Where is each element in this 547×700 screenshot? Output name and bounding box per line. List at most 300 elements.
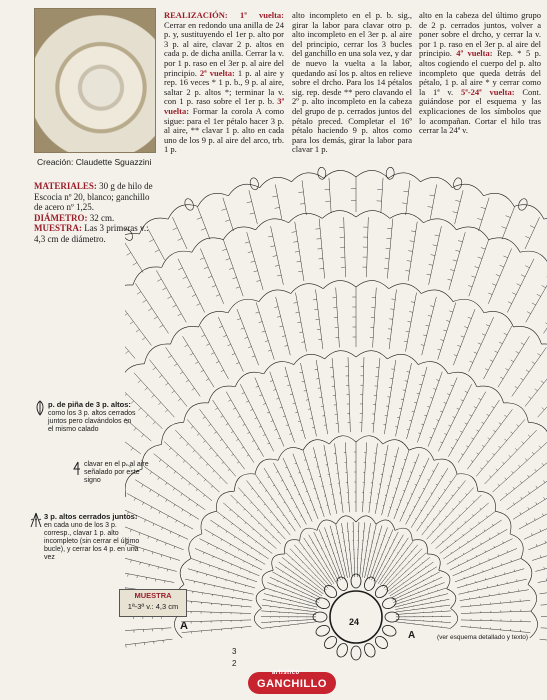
stitch-line xyxy=(302,180,306,215)
stitch-tick xyxy=(165,543,166,545)
petal xyxy=(322,634,339,651)
stitch-tick xyxy=(398,478,400,479)
stitch-tick xyxy=(181,477,183,479)
stitch-tick xyxy=(180,372,183,374)
stitch-tick xyxy=(522,442,524,444)
stitch-tick xyxy=(440,340,443,341)
stitch-tick xyxy=(182,509,183,511)
stitch-tick xyxy=(232,353,235,354)
stitch-tick xyxy=(512,471,514,473)
stitch-tick xyxy=(209,424,211,426)
petal xyxy=(314,623,331,638)
stitch-line xyxy=(266,588,318,605)
stitch-line xyxy=(431,495,481,544)
stitch-tick xyxy=(494,351,497,353)
stitch-tick xyxy=(532,452,534,454)
round-4-label: 4ª vuelta: xyxy=(456,48,493,59)
stitch-tick xyxy=(256,559,257,560)
stitch-tick xyxy=(277,520,278,521)
stitch-tick xyxy=(302,381,305,382)
stitch-tick xyxy=(458,564,459,565)
stitch-tick xyxy=(493,430,495,432)
stitch-tick xyxy=(203,417,205,419)
stitch-tick xyxy=(189,499,190,501)
stitch-tick xyxy=(282,336,285,337)
stitch-line xyxy=(460,590,529,601)
stitch-tick xyxy=(247,202,252,203)
stitch-tick xyxy=(513,503,514,505)
stitch-tick xyxy=(543,480,545,482)
chain-arch xyxy=(356,281,389,289)
chain-arch xyxy=(541,344,547,364)
stitch-line xyxy=(263,599,317,609)
gauge-box-title: MUESTRA xyxy=(134,591,172,600)
chain-arch xyxy=(133,267,162,285)
stitch-tick xyxy=(498,533,499,535)
stitch-tick xyxy=(401,399,404,400)
stitch-tick xyxy=(259,322,263,323)
stitch-tick xyxy=(229,268,233,269)
stitch-tick xyxy=(304,390,307,391)
stitch-tick xyxy=(521,497,522,499)
stitch-tick xyxy=(501,563,502,565)
stitch-tick xyxy=(492,284,496,286)
stitch-tick xyxy=(209,565,210,567)
stitch-tick xyxy=(252,356,255,357)
stitch-tick xyxy=(158,495,159,497)
stitch-line xyxy=(217,511,273,553)
stitch-line xyxy=(246,481,290,536)
stitch-tick xyxy=(443,330,446,331)
chain-arch xyxy=(264,362,294,374)
stitch-tick xyxy=(517,284,521,286)
stitch-tick xyxy=(477,453,479,454)
stitch-tick xyxy=(236,287,240,288)
stitch-tick xyxy=(405,571,406,572)
stitch-tick xyxy=(238,549,239,550)
stitch-tick xyxy=(536,544,537,546)
stitch-tick xyxy=(452,509,453,510)
stitch-tick xyxy=(265,530,266,531)
chain-arch xyxy=(317,520,336,530)
stitch-tick xyxy=(310,500,311,501)
chain-arch xyxy=(325,351,356,359)
chain-arch xyxy=(448,372,477,387)
stitch-tick xyxy=(140,562,141,565)
stitch-tick xyxy=(267,412,269,413)
stitch-tick xyxy=(278,494,279,495)
stitch-tick xyxy=(451,385,454,386)
instr-col3-c: Cont. guiándose por el esquema y las explicaciones de los símbolos que lo acompañan. Cortar el hilo tras cerrar la 24ª v. xyxy=(419,86,542,136)
chain-arch xyxy=(434,459,457,474)
stitch-tick xyxy=(488,438,490,440)
stitch-tick xyxy=(455,200,460,201)
stitch-tick xyxy=(153,367,156,369)
stitch-tick xyxy=(409,515,410,516)
stitch-tick xyxy=(255,541,256,542)
stitch-tick xyxy=(146,415,148,418)
chain-arch xyxy=(324,170,356,178)
stitch-tick xyxy=(429,264,433,265)
stitch-tick xyxy=(250,213,255,214)
stitch-tick xyxy=(312,543,313,544)
stitch-tick xyxy=(152,395,155,397)
stitch-tick xyxy=(498,446,500,448)
stitch-tick xyxy=(273,537,274,538)
stitch-tick xyxy=(444,402,447,403)
stitch-tick xyxy=(492,524,493,526)
stitch-line xyxy=(223,198,234,231)
stitch-tick xyxy=(273,389,276,390)
stitch-line xyxy=(389,289,396,349)
stitch-tick xyxy=(308,545,309,546)
stitch-tick xyxy=(197,571,198,573)
chain-arch xyxy=(171,326,199,344)
stitch-tick xyxy=(520,378,523,380)
stitch-tick xyxy=(234,537,235,538)
stitch-tick xyxy=(251,488,253,489)
stitch-tick xyxy=(307,469,309,470)
stitch-tick xyxy=(465,391,468,392)
stitch-tick xyxy=(245,522,246,523)
stitch-tick xyxy=(204,479,206,481)
stitch-line xyxy=(461,626,531,632)
stitch-tick xyxy=(505,439,507,441)
stitch-tick xyxy=(257,449,259,450)
stitch-tick xyxy=(226,424,228,426)
stitch-tick xyxy=(300,372,303,373)
stitch-tick xyxy=(423,466,425,467)
instructions-column-2 xyxy=(292,11,412,155)
stitch-tick xyxy=(482,422,484,424)
stitch-tick xyxy=(427,514,428,515)
stitch-tick xyxy=(401,555,402,556)
stitch-tick xyxy=(415,555,416,556)
chain-arch xyxy=(272,554,285,570)
stitch-tick xyxy=(480,563,481,564)
stitch-tick xyxy=(298,192,303,193)
stitch-line xyxy=(125,639,172,648)
stitch-tick xyxy=(411,231,416,232)
stitch-tick xyxy=(407,261,411,262)
stitch-line xyxy=(181,620,251,622)
stitch-tick xyxy=(494,546,495,548)
chain-arch xyxy=(323,281,356,289)
stitch-tick xyxy=(167,296,171,298)
stitch-tick xyxy=(299,552,300,553)
stitch-tick xyxy=(295,312,299,313)
stitch-tick xyxy=(470,567,471,568)
stitch-tick xyxy=(165,383,168,385)
stitch-tick xyxy=(426,501,427,502)
round-3-label: 3ª vuelta: xyxy=(164,96,284,116)
stitch-tick xyxy=(137,292,141,295)
stitch-tick xyxy=(197,217,202,219)
stitch-tick xyxy=(276,472,278,473)
stitch-tick xyxy=(486,516,487,518)
stitch-tick xyxy=(142,502,143,505)
stitch-tick xyxy=(506,493,507,495)
stitch-tick xyxy=(231,523,232,524)
stitch-tick xyxy=(295,251,299,252)
stitch-tick xyxy=(528,435,530,437)
stitch-tick xyxy=(471,460,473,461)
stitch-line xyxy=(525,217,540,249)
stitch-tick xyxy=(197,434,199,436)
stitch-tick xyxy=(268,350,271,351)
stitch-line xyxy=(272,572,320,598)
stitch-tick xyxy=(411,494,412,495)
stitch-tick xyxy=(290,394,293,395)
stitch-tick xyxy=(477,218,482,219)
stitch-line xyxy=(295,222,304,281)
chain-arch xyxy=(262,570,273,588)
stitch-tick xyxy=(508,302,512,304)
stitch-tick xyxy=(505,368,508,370)
stitch-tick xyxy=(170,531,171,533)
stitch-tick xyxy=(271,499,272,500)
stitch-tick xyxy=(463,553,464,554)
chain-arch xyxy=(223,227,255,240)
stitch-tick xyxy=(459,501,460,502)
chain-arch xyxy=(198,193,229,206)
stitch-tick xyxy=(274,429,276,430)
stitch-tick xyxy=(399,408,402,409)
stitch-tick xyxy=(247,432,249,433)
stitch-tick xyxy=(162,528,163,530)
stitch-tick xyxy=(433,245,437,246)
stitch-tick xyxy=(433,428,435,429)
chain-arch xyxy=(161,422,183,444)
chain-arch xyxy=(189,534,202,559)
stitch-tick xyxy=(244,337,247,338)
stitch-tick xyxy=(192,388,195,390)
stitch-tick xyxy=(408,574,409,575)
stitch-tick xyxy=(473,501,474,502)
picot xyxy=(386,167,395,180)
stitch-tick xyxy=(302,503,303,504)
stitch-tick xyxy=(484,530,485,532)
stitch-tick xyxy=(513,487,515,489)
stitch-tick xyxy=(409,420,411,421)
stitch-tick xyxy=(242,447,244,448)
stitch-tick xyxy=(252,440,254,441)
stitch-tick xyxy=(536,502,537,504)
stitch-tick xyxy=(181,494,182,496)
stitch-tick xyxy=(471,528,472,529)
stitch-tick xyxy=(259,553,260,554)
stitch-tick xyxy=(292,559,293,560)
stitch-tick xyxy=(453,417,455,418)
stitch-tick xyxy=(489,538,490,540)
stitch-tick xyxy=(459,547,460,548)
stitch-tick xyxy=(279,326,282,327)
legend-puff xyxy=(48,401,138,434)
stitch-line xyxy=(125,628,171,632)
stitch-tick xyxy=(470,361,473,362)
stitch-tick xyxy=(426,325,429,326)
petal xyxy=(351,574,361,588)
stitch-line xyxy=(461,611,531,613)
stitch-tick xyxy=(259,395,262,396)
stitch-tick xyxy=(297,261,301,262)
stitch-line xyxy=(526,270,547,322)
stitch-tick xyxy=(421,345,424,346)
stitch-tick xyxy=(153,524,154,526)
stitch-tick xyxy=(216,295,220,297)
stitch-line xyxy=(276,297,291,355)
stitch-tick xyxy=(509,455,511,457)
chain-arch xyxy=(389,284,421,294)
stitch-tick xyxy=(236,439,238,440)
stitch-tick xyxy=(415,568,416,569)
stitch-tick xyxy=(293,241,298,242)
stitch-tick xyxy=(160,325,163,327)
stitch-tick xyxy=(133,263,137,266)
stitch-tick xyxy=(459,515,460,516)
stitch-tick xyxy=(465,423,467,424)
stitch-tick xyxy=(281,480,283,481)
stitch-tick xyxy=(428,315,432,316)
stitch-tick xyxy=(447,546,448,547)
stitch-tick xyxy=(420,510,421,511)
stitch-tick xyxy=(245,242,249,243)
stitch-tick xyxy=(504,333,507,335)
stitch-tick xyxy=(209,448,211,450)
ganchillo-logo xyxy=(248,672,336,694)
chain-arch xyxy=(418,362,448,374)
stitch-tick xyxy=(458,241,463,242)
stitch-tick xyxy=(268,542,269,543)
stitch-tick xyxy=(287,385,290,386)
stitch-tick xyxy=(449,425,451,426)
stitch-tick xyxy=(525,266,529,268)
stitch-tick xyxy=(273,256,277,257)
stitch-tick xyxy=(196,504,197,506)
stitch-tick xyxy=(453,260,457,261)
stitch-tick xyxy=(213,556,214,558)
stitch-tick xyxy=(422,562,423,563)
stitch-line xyxy=(125,297,151,345)
chain-arch xyxy=(322,211,356,219)
stitch-line xyxy=(178,259,205,313)
stitch-tick xyxy=(461,400,464,401)
chain-arch xyxy=(456,227,488,240)
stitch-tick xyxy=(167,569,168,571)
stitch-tick xyxy=(201,335,204,337)
stitch-tick xyxy=(161,555,162,557)
stitch-tick xyxy=(278,532,279,533)
stitch-tick xyxy=(199,457,201,459)
stitch-line xyxy=(461,600,531,607)
stitch-tick xyxy=(306,571,307,572)
stitch-tick xyxy=(223,517,224,519)
stitch-tick xyxy=(481,248,485,250)
stitch-tick xyxy=(176,454,178,456)
stitch-tick xyxy=(534,518,535,520)
stitch-tick xyxy=(238,416,240,417)
picot xyxy=(317,167,326,180)
stitch-tick xyxy=(486,461,488,463)
diameter-label: DIÁMETRO: xyxy=(34,212,88,223)
stitch-tick xyxy=(184,525,185,527)
chain-arch xyxy=(457,474,478,491)
stitch-tick xyxy=(403,512,404,513)
stitch-tick xyxy=(128,574,129,577)
stitch-tick xyxy=(540,529,541,531)
stitch-tick xyxy=(471,276,475,277)
stitch-tick xyxy=(296,507,297,508)
instructions-column-1 xyxy=(164,11,284,155)
stitch-tick xyxy=(446,516,447,517)
stitch-tick xyxy=(267,443,269,444)
stitch-line xyxy=(502,207,515,240)
doily-photo xyxy=(34,8,156,153)
stitch-tick xyxy=(231,431,233,432)
stitch-tick xyxy=(183,277,187,279)
stitch-tick xyxy=(244,495,245,496)
stitch-tick xyxy=(219,326,222,328)
stitch-tick xyxy=(253,566,254,567)
stitch-line xyxy=(457,569,524,588)
stitch-tick xyxy=(504,572,505,574)
instr-col2: alto incompleto en el p. b. sig., girar la labor para clavar otro p. alto incompleto en el 3er p. al aire del principio, cerrar los 3 bucles del ganchillo en una sola vez, y dar de nuevo la vuelta a la labor, quedando así los p. altos en relieve sobre el drcho. Para los 14 pétalos sig. rep. desde ** pero clavando el 2º p. alto incompleto en la cabeza del grupo de p. cerrados juntos del pétalo preced. Completar el 16º pétalo haciendo 9 p. altos como para los demás, girar la labor para clavar 1 p. xyxy=(292,10,412,155)
stitch-tick xyxy=(125,394,127,397)
stitch-tick xyxy=(302,562,303,563)
stitch-tick xyxy=(263,435,265,436)
stitch-tick xyxy=(173,228,178,230)
stitch-tick xyxy=(283,515,284,516)
stitch-tick xyxy=(258,496,259,497)
stitch-tick xyxy=(244,509,245,510)
chain-arch xyxy=(162,251,192,267)
stitch-tick xyxy=(483,570,484,572)
stitch-tick xyxy=(265,341,268,342)
chain-arch xyxy=(228,299,259,313)
stitch-tick xyxy=(404,341,407,342)
stitch-tick xyxy=(472,548,473,549)
stitch-tick xyxy=(430,195,435,196)
petal xyxy=(322,583,339,600)
stitch-tick xyxy=(174,364,177,366)
stitch-tick xyxy=(246,401,249,402)
stitch-tick xyxy=(449,311,453,312)
petal xyxy=(373,583,390,600)
stitch-tick xyxy=(165,483,167,485)
stitch-tick xyxy=(515,386,518,388)
stitch-tick xyxy=(492,567,493,569)
stitch-tick xyxy=(277,275,281,276)
stitch-tick xyxy=(542,514,543,516)
stitch-tick xyxy=(233,277,237,278)
stitch-tick xyxy=(431,255,435,256)
stitch-tick xyxy=(544,497,545,499)
stitch-line xyxy=(182,600,252,607)
stitch-tick xyxy=(309,568,310,569)
chain-arch xyxy=(180,558,191,584)
stitch-tick xyxy=(488,293,492,295)
stitch-line xyxy=(347,522,352,577)
stitch-tick xyxy=(178,268,182,270)
stitch-tick xyxy=(539,446,541,448)
stitch-line xyxy=(264,594,317,608)
gauge-text: Las 3 primeras v.: 4,3 cm de diámetro. xyxy=(34,223,149,244)
stitch-tick xyxy=(500,265,504,267)
stitch-tick xyxy=(280,407,283,408)
stitch-line xyxy=(182,626,252,632)
stitch-tick xyxy=(169,448,171,450)
stitch-tick xyxy=(436,484,438,485)
